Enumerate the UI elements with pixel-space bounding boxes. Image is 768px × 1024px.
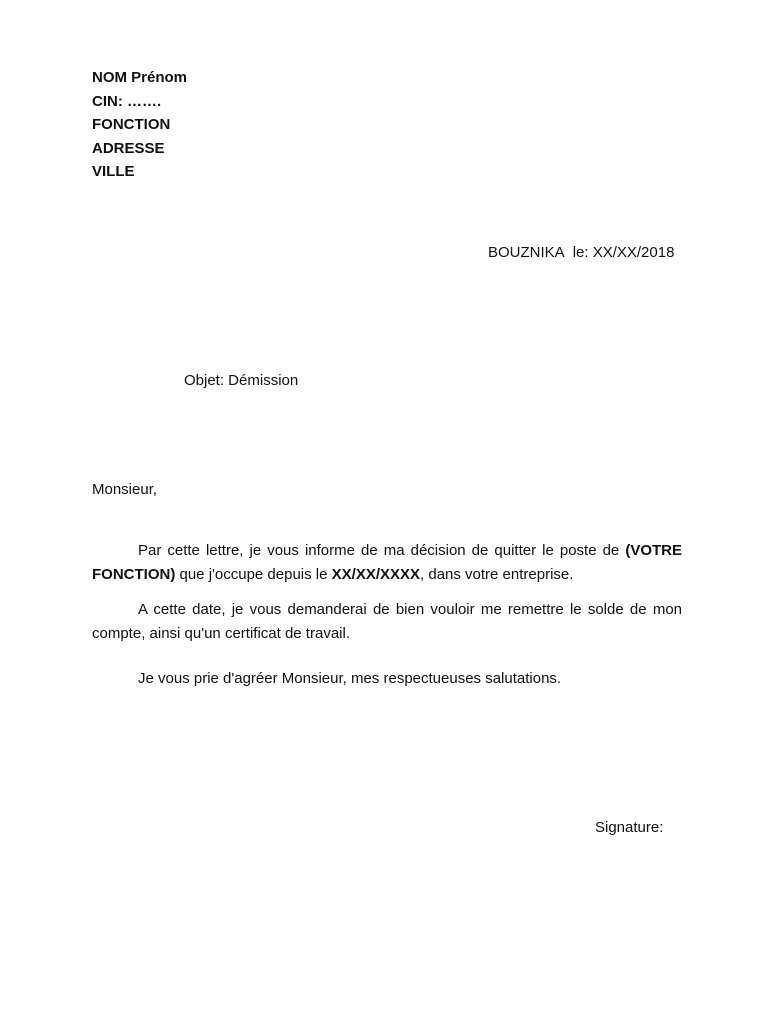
sender-block [92,66,187,184]
position-placeholder: (VOTRE FONCTION) [92,542,682,583]
place-name: BOUZNIKA [488,244,565,261]
paragraph-1-text-c: , dans votre entreprise. [420,566,574,583]
sender-city: VILLE [92,163,135,181]
sender-function: FONCTION [92,116,171,134]
letter-subject: Objet: Démission [184,372,299,389]
sender-address: ADRESSE [92,139,165,157]
place-date-line [488,244,674,261]
paragraph-3: Je vous prie d'agréer Monsieur, mes respectueuses salutations. [138,670,562,687]
since-date-placeholder: XX/XX/XXXX [331,566,421,583]
signature-label: Signature: [595,819,664,836]
paragraph-2: A cette date, je vous demanderai de bien vouloir me remettre le solde de mon compte, ainsi qu'un certificat de travail. [92,601,682,642]
sender-cin: CIN: ……. [92,92,162,110]
letter-date: le: XX/XX/2018 [572,244,675,261]
letter-greeting: Monsieur, [92,481,158,498]
sender-name: NOM Prénom [92,69,188,86]
paragraph-1-text-b: que j'occupe depuis le [175,566,332,583]
paragraph-1 [92,539,682,587]
paragraph-1-text-a: Par cette lettre, je vous informe de ma décision de quitter le poste de [138,542,626,559]
